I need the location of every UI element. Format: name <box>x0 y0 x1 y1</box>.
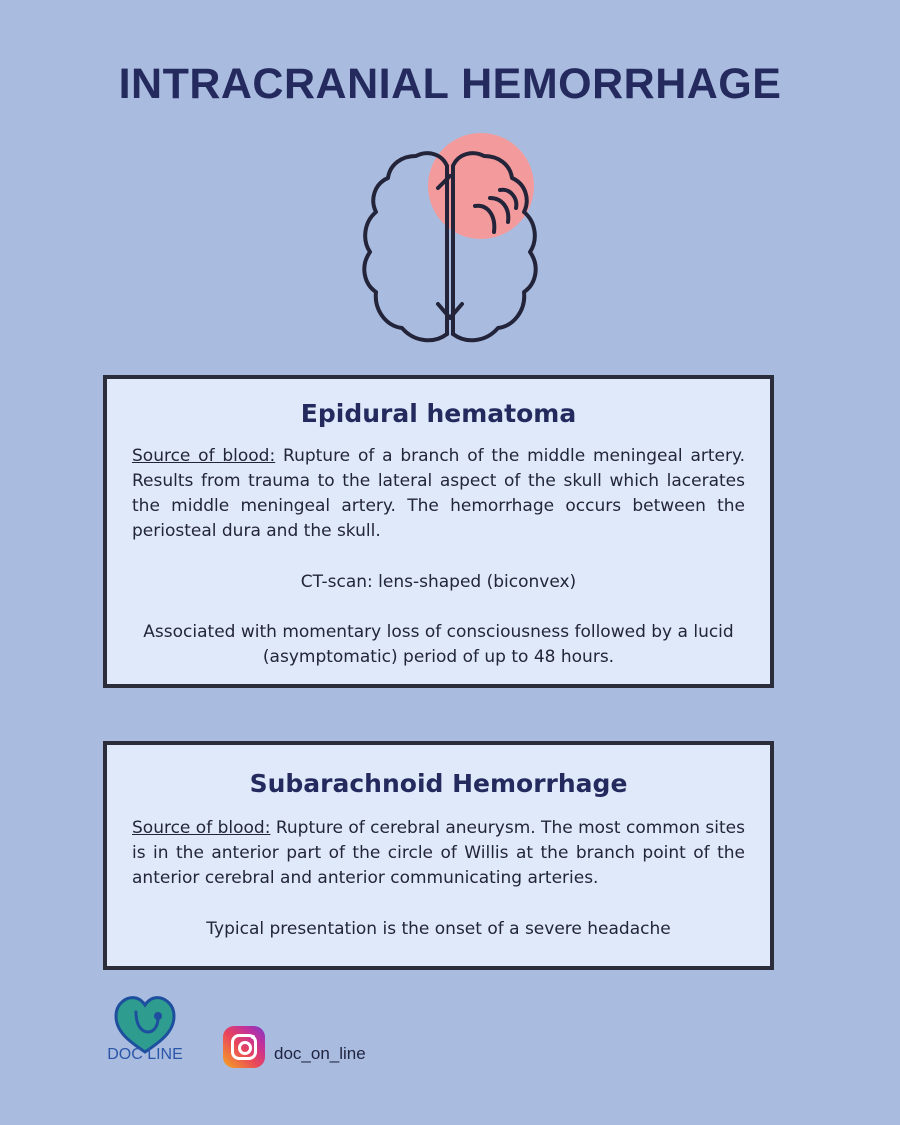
subarachnoid-presentation: Typical presentation is the onset of a severe headache <box>206 919 671 939</box>
source-label: Source of blood: <box>132 818 271 838</box>
epidural-heading: Epidural hematoma <box>300 399 577 428</box>
instagram-handle[interactable]: doc_on_line <box>274 1044 366 1063</box>
source-text: Rupture of a branch of the middle meningeal artery. Results from trauma to the lateral aspect of the skull which lacerates the middle meningeal artery. The hemorrhage occurs between the periosteal dura and the skull. <box>132 446 746 541</box>
source-label: Source of blood: <box>132 446 276 466</box>
epidural-source <box>132 444 745 544</box>
instagram-icon[interactable] <box>223 1026 265 1068</box>
subarachnoid-source <box>132 816 745 891</box>
brain-icon <box>350 128 550 358</box>
epidural-associated: Associated with momentary loss of consciousness followed by a lucid (asymptomatic) period of up to 48 hours. <box>143 622 734 667</box>
page-title: INTRACRANIAL HEMORRHAGE <box>118 60 782 108</box>
subarachnoid-heading: Subarachnoid Hemorrhage <box>249 769 628 798</box>
epidural-card <box>103 375 774 688</box>
logo-text: DOC LINE <box>107 1046 183 1063</box>
epidural-ct: CT-scan: lens-shaped (biconvex) <box>300 572 577 592</box>
subarachnoid-card <box>103 741 774 970</box>
source-text: Rupture of cerebral aneurysm. The most common sites is in the anterior part of the circle of Willis at the branch point of the anterior cerebral and anterior communicating arteries. <box>132 818 745 888</box>
